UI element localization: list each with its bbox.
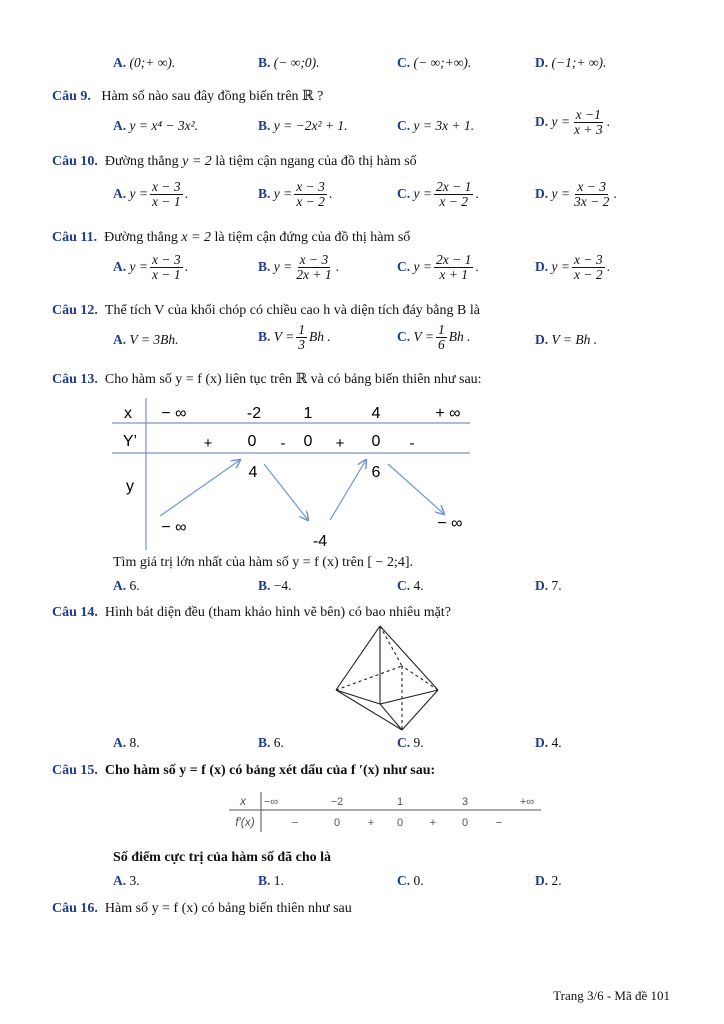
octahedron-edge <box>380 704 402 730</box>
q13-stem: Câu 13. Cho hàm số y = f (x) liên tục trên ℝ và có bảng biến thiên như sau: <box>52 372 482 387</box>
q13-option-d: D. 7. <box>535 578 562 593</box>
q9-option-c: C. y = 3x + 1. <box>397 118 475 133</box>
q13-x-val: − ∞ <box>161 405 187 422</box>
q8-option-a: A. (0;+ ∞). <box>113 55 176 70</box>
q11-option-d: D. y = $\frac{x - 3}{x - 2}$ . <box>535 252 610 283</box>
octahedron-edge <box>336 690 402 730</box>
q15-x-val: −2 <box>330 796 344 808</box>
q11-option-c: C. y = $\frac{2x - 1}{x + 1}$ . <box>397 252 479 283</box>
q13-y-val: − ∞ <box>161 519 187 536</box>
q15-x-val: +∞ <box>519 796 535 808</box>
q13-x-val: 4 <box>371 405 381 422</box>
q13-y-val: -4 <box>312 533 328 550</box>
q13-yp-val: + <box>203 435 213 452</box>
q12-stem: Câu 12. Thể tích V của khối chóp có chiều cao h và diện tích đáy bằng B là <box>52 303 480 318</box>
q13-question: Tìm giá trị lớn nhất của hàm số y = f (x) trên [ − 2;4]. <box>113 555 414 570</box>
octahedron-hidden-edge <box>336 666 402 690</box>
q13-x-val: 1 <box>303 405 313 422</box>
q10-option-c: C. y = $\frac{2x - 1}{x - 2}$ . <box>397 179 479 210</box>
q9-option-a: A. y = x⁴ − 3x². <box>113 118 199 133</box>
q15-fp-label: f′(x) <box>235 815 255 829</box>
q8-option-c: C. (− ∞;+∞). <box>397 55 472 70</box>
q15-fp-val: − <box>495 817 503 829</box>
q11-option-b: B. y = $\frac{x - 3}{2x + 1}$ . <box>258 252 339 283</box>
q13-y-val: − ∞ <box>437 515 463 532</box>
q13-x-val: -2 <box>246 405 262 422</box>
q15-x-val: −∞ <box>263 796 279 808</box>
q13-yp-val: 0 <box>247 433 257 450</box>
q15-option-d: D. 2. <box>535 873 562 888</box>
q15-option-c: C. 0. <box>397 873 424 888</box>
q12-option-d: D. V = Bh . <box>535 332 598 347</box>
q13-yp-val: + <box>335 435 345 452</box>
q15-option-b: B. 1. <box>258 873 284 888</box>
octahedron-edge <box>336 690 380 704</box>
q15-fp-val: 0 <box>396 817 404 829</box>
octahedron-edge <box>336 626 380 690</box>
octahedron-edge <box>380 690 438 704</box>
page-footer: Trang 3/6 - Mã đề 101 <box>553 988 670 1003</box>
q10-option-a: A. y = $\frac{x - 3}{x - 1}$ . <box>113 179 188 210</box>
q13-x-val: + ∞ <box>435 405 461 422</box>
q15-option-a: A. 3. <box>113 873 140 888</box>
q13-yp-label: Y’ <box>122 433 138 450</box>
q15-x-label: x <box>240 794 246 808</box>
q12-option-a: A. V = 3Bh. <box>113 332 179 347</box>
q15-stem: Câu 15. Cho hàm số y = f (x) có bảng xét dấu của f ′(x) như sau: <box>52 763 436 778</box>
q13-y-val: 6 <box>371 464 381 481</box>
q13-arrow-up <box>160 460 240 516</box>
q12-option-b: B. V = $\frac{1}{3}$ Bh . <box>258 322 331 353</box>
q14-option-b: B. 6. <box>258 735 284 750</box>
q13-x-label: x <box>124 405 132 422</box>
octahedron-edge <box>402 690 438 730</box>
q16-stem: Câu 16. Hàm số y = f (x) có bảng biến thiên như sau <box>52 901 352 916</box>
q13-yp-val: - <box>280 435 286 452</box>
q13-option-b: B. −4. <box>258 578 292 593</box>
q11-option-a: A. y = $\frac{x - 3}{x - 1}$ . <box>113 252 188 283</box>
q13-yp-val: 0 <box>303 433 313 450</box>
octahedron-edge <box>380 626 438 690</box>
q15-question: Số điểm cực trị của hàm số đã cho là <box>113 850 332 865</box>
q12-option-c: C. V = $\frac{1}{6}$ Bh . <box>397 322 471 353</box>
q15-fp-val: 0 <box>461 817 469 829</box>
q13-yp-val: 0 <box>371 433 381 450</box>
q9-option-d: D. y = $\frac{x -1}{x + 3}$ . <box>535 107 610 138</box>
q15-fp-val: + <box>429 817 437 829</box>
q13-option-a: A. 6. <box>113 578 140 593</box>
q13-yp-val: - <box>409 435 415 452</box>
q14-option-a: A. 8. <box>113 735 140 750</box>
q13-option-c: C. 4. <box>397 578 424 593</box>
q13-y-val: 4 <box>248 464 258 481</box>
q15-sign-table <box>225 790 545 834</box>
q10-option-d: D. y = $\frac{x - 3}{3x - 2}$ . <box>535 179 617 210</box>
q9-option-b: B. y = −2x² + 1. <box>258 118 348 133</box>
q15-fp-val: + <box>367 817 375 829</box>
q14-option-d: D. 4. <box>535 735 562 750</box>
q11-stem: Câu 11. Đường thẳng x = 2 là tiệm cận đứng của đồ thị hàm số <box>52 230 411 245</box>
q15-x-val: 3 <box>461 796 469 808</box>
q9-stem: Câu 9. Hàm số nào sau đây đồng biến trên ℝ ? <box>52 89 324 104</box>
q15-fp-val: − <box>291 817 299 829</box>
q8-option-d: D. (−1;+ ∞). <box>535 55 607 70</box>
q15-fp-val: 0 <box>333 817 341 829</box>
octahedron-figure <box>330 622 442 734</box>
q8-option-b: B. (− ∞;0). <box>258 55 320 70</box>
q14-stem: Câu 14. Hình bát diện đều (tham khảo hình vẽ bên) có bao nhiêu mặt? <box>52 605 451 620</box>
q13-y-label: y <box>126 478 134 495</box>
q15-x-val: 1 <box>396 796 404 808</box>
q10-option-b: B. y = $\frac{x - 3}{x - 2}$ . <box>258 179 333 210</box>
q13-variation-table <box>108 398 478 550</box>
q13-arrow-down <box>264 464 308 520</box>
q10-stem: Câu 10. Đường thẳng y = 2 là tiệm cận ngang của đồ thị hàm số <box>52 154 417 169</box>
q13-arrow-up <box>330 460 366 520</box>
q13-arrow-down <box>388 464 444 514</box>
q14-option-c: C. 9. <box>397 735 424 750</box>
